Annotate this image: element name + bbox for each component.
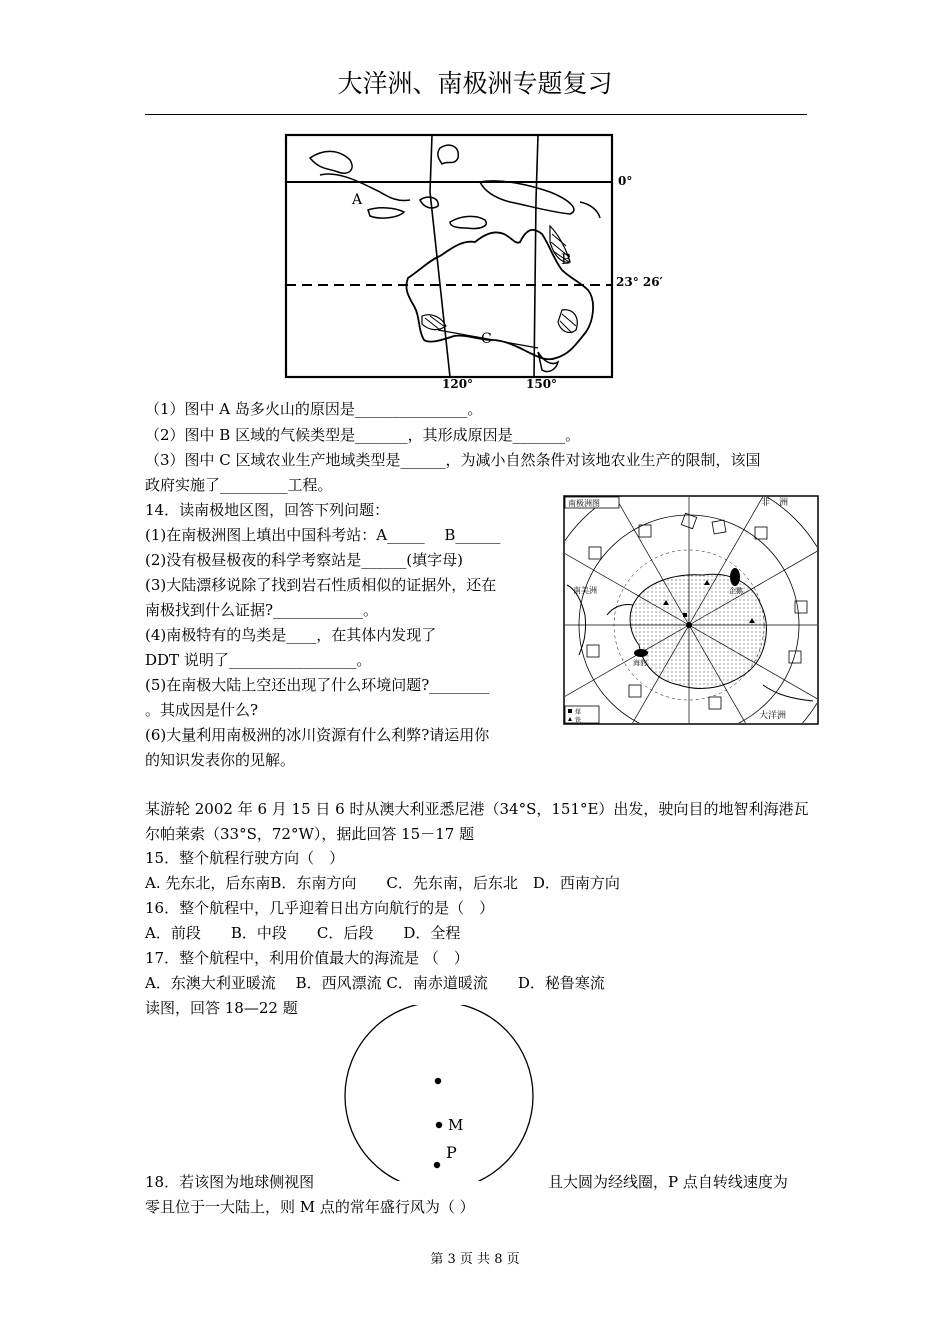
meridian-150 [534,200,536,377]
penguin-icon [730,568,740,586]
q16: 16．整个航程中，几乎迎着日出方向航行的是（ ） [145,899,495,917]
q18-line-1a: 18．若该图为地球侧视图 [145,1173,315,1191]
point-top [435,1078,441,1084]
q14-line-10: (6)大量利用南极洲的冰川资源有什么利弊?请运用你 [145,726,490,744]
legend-iron: 铁 [575,717,582,724]
q14-line-7: DDT 说明了_________________。 [145,651,372,669]
point-p [434,1162,440,1168]
q17: 17．整个航程中，利用价值最大的海流是 （ ） [145,949,469,967]
island-sumatra [320,174,410,201]
q13-line-1: （1）图中 A 岛多火山的原因是_______________。 [145,400,483,418]
tasmania [538,352,558,372]
q13-line-4: 政府实施了_________工程。 [145,476,333,494]
q14-line-4: (3)大陆漂移说除了找到岩石性质相似的证据外，还在 [145,576,497,594]
island-sulawesi [438,145,458,164]
q14-line-2: (1)在南极洲图上填出中国科考站：A_____ B______ [145,526,501,544]
island-borneo [310,151,352,173]
island-java [368,208,404,218]
q18-line-2: 零且位于一大陆上，则 M 点的常年盛行风为（ ） [145,1198,475,1216]
voyage-intro-1: 某游轮 2002 年 6 月 15 日 6 时从澳大利亚悉尼港（34°S，151°E）出发，驶向目的地智利海港瓦 [145,800,809,818]
q14-line-6: (4)南极特有的鸟类是____，在其体内发现了 [145,626,437,644]
meridian-150-top [536,135,538,200]
label-africa: 非 洲 [761,498,789,508]
q14-line-8: (5)在南极大陆上空还出现了什么环境问题?________ [145,676,490,694]
title-rule [145,114,807,115]
q13-line-3: （3）图中 C 区域农业生产地域类型是______，为减小自然条件对该地农业生产的限制，该国 [145,451,761,469]
q14-line-3: (2)没有极昼极夜的科学考察站是______(填字母) [145,551,463,569]
label-tropic: 23° 26′ [616,275,663,289]
q14-line-1: 14．读南极地区图，回答下列问题： [145,501,390,519]
label-penguin: 企鹅 [729,587,743,595]
voyage-intro-2: 尔帕莱索（33°S，72°W），据此回答 15－17 题 [145,825,475,843]
q18-22-intro: 读图，回答 18—22 题 [145,999,298,1017]
q14-line-11: 的知识发表你的见解。 [145,751,296,769]
label-lon-150: 150° [526,377,558,391]
oceania-map [280,130,700,392]
island-new-guinea [480,181,574,214]
seal-icon [634,649,648,657]
q17-options: A．东澳大利亚暖流 B．西风漂流 C．南赤道暖流 D．秘鲁寒流 [145,974,605,992]
island-small [450,216,486,228]
antarctica-map [563,495,819,725]
label-oceania: 大洋洲 [759,711,787,721]
map2-title: 南极洲图 [568,499,600,508]
q14-line-5: 南极找到什么证据?____________。 [145,601,379,619]
q13-line-2: （2）图中 B 区域的气候类型是_______，其形成原因是_______。 [145,426,581,444]
label-c: C [481,331,492,347]
label-b: B [561,252,572,268]
point-m [436,1122,442,1128]
label-south-america: 南美洲 [573,586,597,595]
legend-coal: 煤 [575,709,582,716]
label-seal: 海豹 [633,659,647,667]
q15: 15．整个航程行驶方向（ ） [145,849,345,867]
q14-line-9: 。其成因是什么? [145,701,259,719]
meridian-120-top [430,135,432,192]
q15-options: A. 先东北，后东南B．东南方向 C．先东南，后东北 D．西南方向 [145,874,620,892]
q18-line-1b: 且大圆为经线圈，P 点自转线速度为 [548,1173,788,1191]
label-equator: 0° [618,174,633,188]
region-c-west [422,315,446,330]
great-circle [345,1005,533,1181]
page-footer: 第 3 页 共 8 页 [430,1252,520,1267]
label-m: M [448,1116,464,1134]
label-lon-120: 120° [442,377,474,391]
island-timor [420,197,438,208]
label-p: P [446,1143,457,1162]
circle-figure [340,1005,540,1181]
label-a: A [352,192,363,208]
page-title: 大洋洲、南极洲专题复习 [337,69,613,98]
q16-options: A．前段 B．中段 C．后段 D．全程 [145,924,461,942]
